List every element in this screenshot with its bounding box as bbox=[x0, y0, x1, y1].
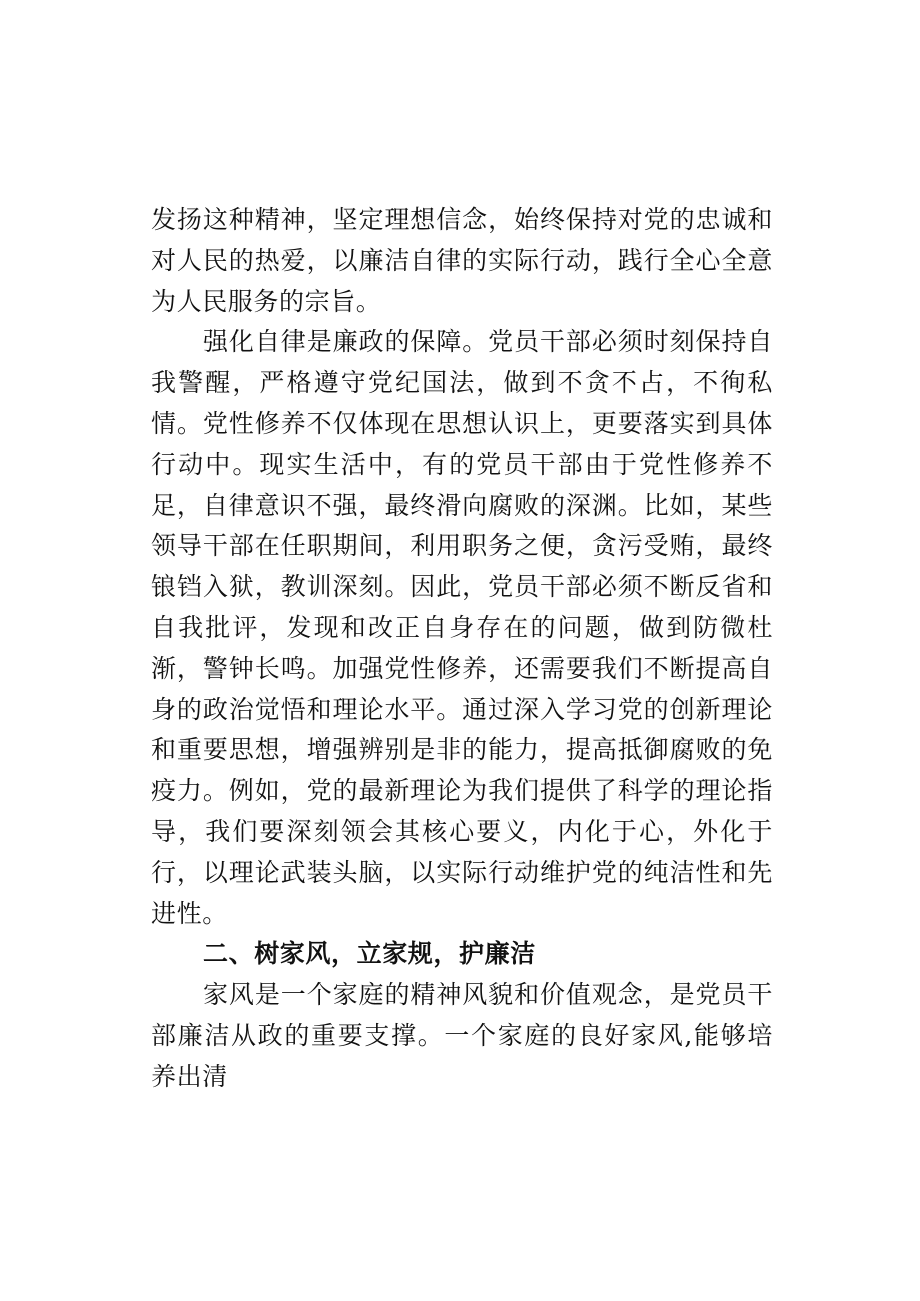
paragraph-self-discipline: 强化自律是廉政的保障。党员干部必须时刻保持自我警醒，严格遵守党纪国法，做到不贪不占，不徇私情。党性修养不仅体现在思想认识上，更要落实到具体行动中。现实生活中，有的党员干部由于党性修养不足，自律意识不强，最终滑向腐败的深渊。比如，某些领导干部在任职期间，利用职务之便，贪污受贿，最终锒铛入狱，教训深刻。因此，党员干部必须不断反省和自我批评，发现和改正自身存在的问题，做到防微杜渐，警钟长鸣。加强党性修养，还需要我们不断提高自身的政治觉悟和理论水平。通过深入学习党的创新理论和重要思想，增强辨别是非的能力，提高抵御腐败的免疫力。例如，党的最新理论为我们提供了科学的理论指导，我们要深刻领会其核心要义，内化于心，外化于行，以理论武装头脑，以实际行动维护党的纯洁性和先进性。 bbox=[151, 327, 773, 928]
paragraph-family-style: 家风是一个家庭的精神风貌和价值观念，是党员干部廉洁从政的重要支撑。一个家庭的良好家风,能够培养出清 bbox=[151, 980, 773, 1091]
document-body bbox=[151, 200, 773, 1098]
section-heading: 二、树家风，立家规，护廉洁 bbox=[203, 939, 536, 969]
paragraph-continuation: 发扬这种精神，坚定理想信念，始终保持对党的忠诚和对人民的热爱，以廉洁自律的实际行动，践行全心全意为人民服务的宗旨。 bbox=[151, 205, 773, 316]
